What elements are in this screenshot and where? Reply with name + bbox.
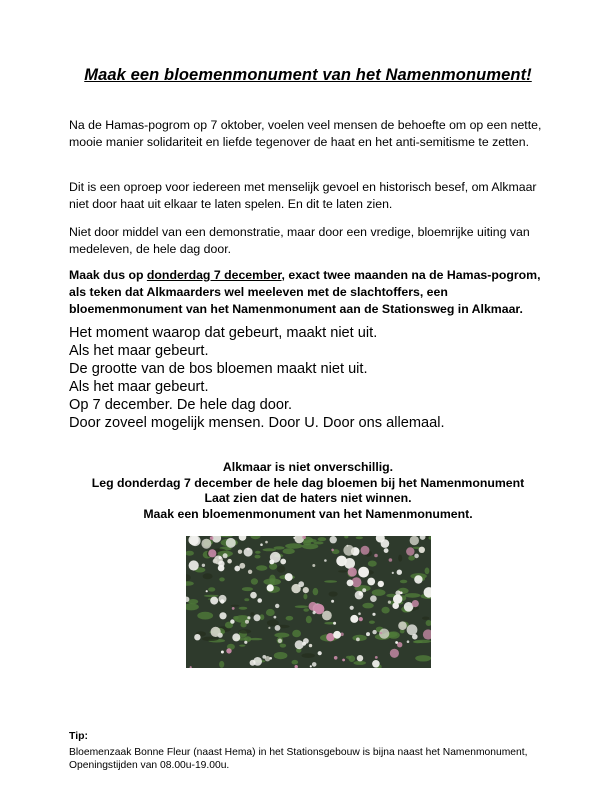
page-title: Maak een bloemenmonument van het Namenmonument!	[84, 66, 532, 84]
callout-line: Laat zien dat de haters niet winnen.	[204, 491, 412, 505]
poem-line: Door zoveel mogelijk mensen. Door U. Door ons allemaal.	[69, 415, 445, 431]
flowers-image	[186, 536, 431, 668]
poem-line: Het moment waarop dat gebeurt, maakt niet uit.	[69, 325, 378, 341]
tip-block	[69, 730, 589, 773]
callout-line: Alkmaar is niet onverschillig.	[222, 460, 394, 474]
paragraph-peaceful: Niet door middel van een demonstratie, maar door een vredige, bloemrijke uiting van medeleven, de hele dag door.	[69, 225, 530, 256]
poem-line: Als het maar gebeurt.	[69, 343, 209, 359]
tip-line: Bloemenzaak Bonne Fleur (naast Hema) in het Stationsgebouw is bijna naast het Namenmonument,	[69, 746, 528, 758]
paragraph-call: Dit is een oproep voor iedereen met menselijk gevoel en historisch besef, om Alkmaar niet door haat uit elkaar te laten spelen. En dit te laten zien.	[69, 180, 537, 211]
callout-line: Maak een bloemenmonument van het Namenmonument.	[143, 506, 473, 521]
paragraph-instruction	[69, 267, 559, 318]
poem-line: De grootte van de bos bloemen maakt niet uit.	[69, 361, 368, 377]
tip-line: Openingstijden van 08.00u-19.00u.	[69, 760, 230, 771]
callout-block	[0, 460, 616, 522]
tip-label: Tip:	[69, 730, 89, 742]
callout-line: Leg donderdag 7 december de hele dag bloemen bij het Namenmonument	[91, 475, 525, 490]
paragraph-intro: Na de Hamas-pogrom op 7 oktober, voelen veel mensen de behoefte om op een nette, mooie manier solidariteit en liefde tegenover de haat en het anti-semitisme te zetten.	[69, 118, 542, 149]
instruction-date: donderdag 7 december	[146, 268, 282, 282]
instruction-after: , exact twee maanden na de Hamas-pogrom, als teken dat Alkmaarders wel meeleven met de slachtoffers, een bloemenmonument van het Namenmonument aan de Stationsweg in Alkmaar.	[69, 268, 541, 316]
instruction-before: Maak dus op	[69, 268, 147, 282]
poem-line: Als het maar gebeurt.	[69, 379, 209, 395]
flowers-photo	[186, 536, 431, 668]
poem-line: Op 7 december. De hele dag door.	[69, 397, 293, 413]
poem-block	[69, 324, 569, 432]
